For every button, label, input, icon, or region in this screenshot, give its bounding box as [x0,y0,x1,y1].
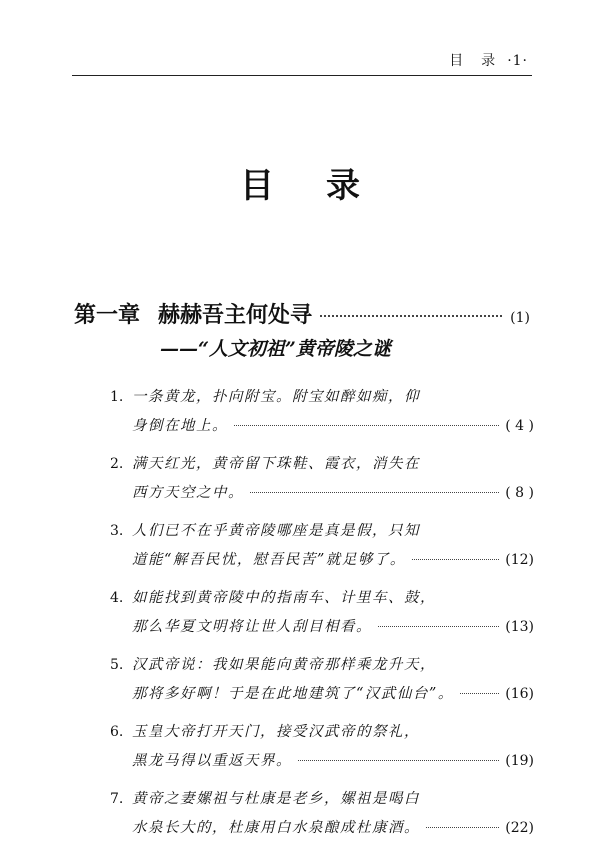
entry-page-number: (12) [505,552,534,568]
entry-line: 玉皇大帝打开天门，接受汉武帝的祭礼， [132,724,420,740]
entry-number: 2. [110,456,124,472]
entry-page-number: ( 4 ) [505,418,534,434]
dot-leader [460,693,499,694]
entry-line: 黑龙马得以重返天界。 [132,753,292,769]
entry-page-number: (22) [505,820,534,836]
entry-number: 7. [110,791,124,807]
chapter-title: 赫赫吾主何处寻 [158,302,313,328]
entry-line: 西方天空之中。 [132,485,244,501]
dot-leader [250,492,499,493]
dot-leader [426,827,499,828]
toc-entry[interactable] [110,718,534,776]
chapter-page-number: (1) [510,310,530,326]
entry-line: 满天红光，黄帝留下珠鞋、霞衣，消失在 [132,456,420,472]
toc-entry[interactable] [110,517,534,575]
entry-line: 一条黄龙，扑向附宝。附宝如醉如痴，仰 [132,389,420,405]
dot-leader [234,425,499,426]
entry-number: 4. [110,590,124,606]
chapter-heading[interactable] [74,298,530,329]
entry-line: 道能“解吾民忧，慰吾民苦”就足够了。 [132,552,406,568]
entry-number: 6. [110,724,124,740]
dot-leader [412,559,499,560]
entry-page-number: ( 8 ) [505,485,534,501]
entry-number: 3. [110,523,124,539]
dot-leader [320,315,502,317]
toc-entry[interactable] [110,450,534,508]
chapter-subtitle: ——“人文初祖”黄帝陵之谜 [160,338,391,360]
running-header-title: 目 录 [449,53,498,69]
entry-line: 那将多好啊！于是在此地建筑了“汉武仙台”。 [132,686,454,702]
entry-number: 1. [110,389,124,405]
page-title: 目录 [240,166,412,206]
chapter-label: 第一章 [74,302,141,328]
entry-line: 如能找到黄帝陵中的指南车、计里车、鼓， [132,590,436,606]
entry-line: 身倒在地上。 [132,418,228,434]
entry-line: 黄帝之妻嫘祖与杜康是老乡，嫘祖是喝白 [132,791,420,807]
entry-line: 人们已不在乎黄帝陵哪座是真是假，只知 [132,523,420,539]
entry-page-number: (13) [505,619,534,635]
toc-entry[interactable] [110,651,534,709]
entry-page-number: (19) [505,753,534,769]
dot-leader [378,626,499,627]
running-header [72,50,528,70]
entry-line: 水泉长大的，杜康用白水泉酿成杜康酒。 [132,820,420,836]
header-rule [72,75,532,76]
toc-entry[interactable] [110,383,534,441]
entry-number: 5. [110,657,124,673]
toc-entry[interactable] [110,584,534,642]
entry-line: 那么华夏文明将让世人刮目相看。 [132,619,372,635]
dot-leader [298,760,499,761]
entry-page-number: (16) [505,686,534,702]
toc-entry[interactable] [110,785,534,843]
running-header-page-number: ·1· [507,53,528,69]
toc-entry-list [110,383,534,852]
entry-line: 汉武帝说：我如果能向黄帝那样乘龙升天， [132,657,436,673]
